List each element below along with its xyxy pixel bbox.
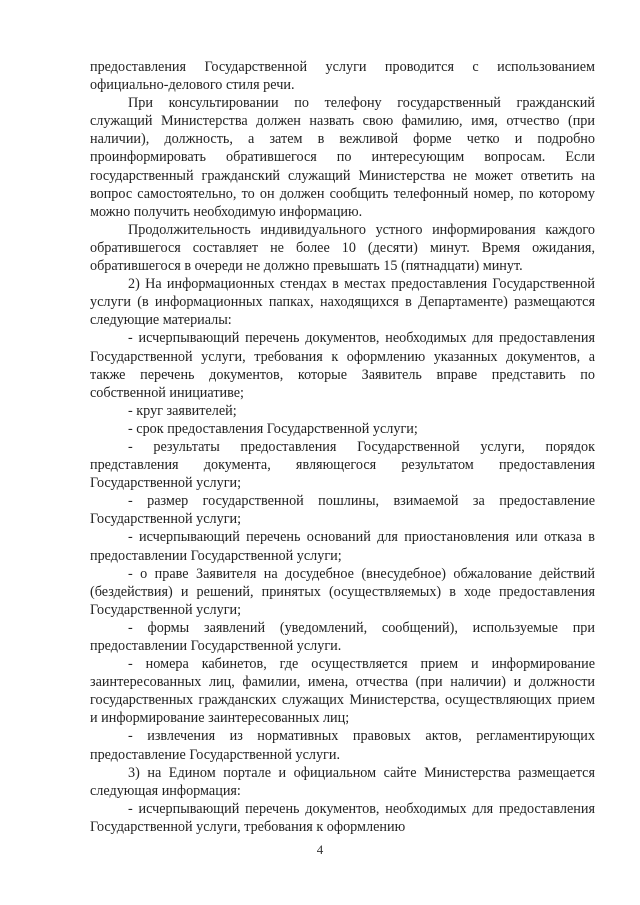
page-number: 4 [316,842,324,857]
paragraph-duration: Продолжительность индивидуального устного информирования каждого обратившегося составляет не более 10 (десяти) минут. Время ожидания, обратившегося в очереди не должно превышать 15 (пятнадцати) минут. [90,221,595,275]
list-item-applicants: - круг заявителей; [128,402,237,419]
list-item-legal-extracts: - извлечения из нормативных правовых актов, регламентирующих предоставление Государственной услуги. [90,728,595,763]
list-item-appeal-right: - о праве Заявителя на досудебное (внесудебное) обжалование действий (бездействия) и решений, принятых (осуществляемых) в ходе предоставления Государственной услуги; [90,565,595,618]
list-item-offices: - номера кабинетов, где осуществляется прием и информирование заинтересованных лиц, фамилии, имена, отчества (при наличии) и должности государственных гражданских служащих Министерства, осуществляющих прием и информирование заинтересованных лиц; [90,656,595,727]
list-item-term: - срок предоставления Государственной услуги; [128,420,418,437]
document-page [90,58,595,836]
list-item-forms: - формы заявлений (уведомлений, сообщений), используемые при предоставлении Государственной услуги. [90,619,595,654]
paragraph-phone-consulting: При консультировании по телефону государственный гражданский служащий Министерства должен назвать свою фамилию, имя, отчество (при наличии), должность, а затем в вежливой форме четко и подробно проинформировать обратившегося по интересующим вопросам. Если государственный гражданский служащий Министерства не может ответить на вопрос самостоятельно, то он должен сообщить телефонный номер, по которому можно получить необходимую информацию. [90,95,595,220]
paragraph-unified-portal: 3) на Едином портале и официальном сайте Министерства размещается следующая информация: [90,764,595,799]
list-item-refusal-grounds: - исчерпывающий перечень оснований для приостановления или отказа в предоставлении Государственной услуги; [90,529,595,564]
list-item-documents: - исчерпывающий перечень документов, необходимых для предоставления Государственной услуги, требования к оформлению указанных документов, а также перечень документов, которые Заявитель вправе представить по собственной инициативе; [90,330,595,401]
paragraph-info-stands: 2) На информационных стендах в местах предоставления Государственной услуги (в информационных папках, находящихся в Департаменте) размещаются следующие материалы: [90,276,595,329]
paragraph-continuation: предоставления Государственной услуги проводится с использованием официально-делового стиля речи. [90,59,595,94]
list-item-fee: - размер государственной пошлины, взимаемой за предоставление Государственной услуги; [90,493,595,528]
list-item-documents-portal: - исчерпывающий перечень документов, необходимых для предоставления Государственной услуги, требования к оформлению [90,800,595,835]
list-item-results: - результаты предоставления Государственной услуги, порядок представления документа, являющегося результатом предоставления Государственной услуги; [90,438,595,492]
